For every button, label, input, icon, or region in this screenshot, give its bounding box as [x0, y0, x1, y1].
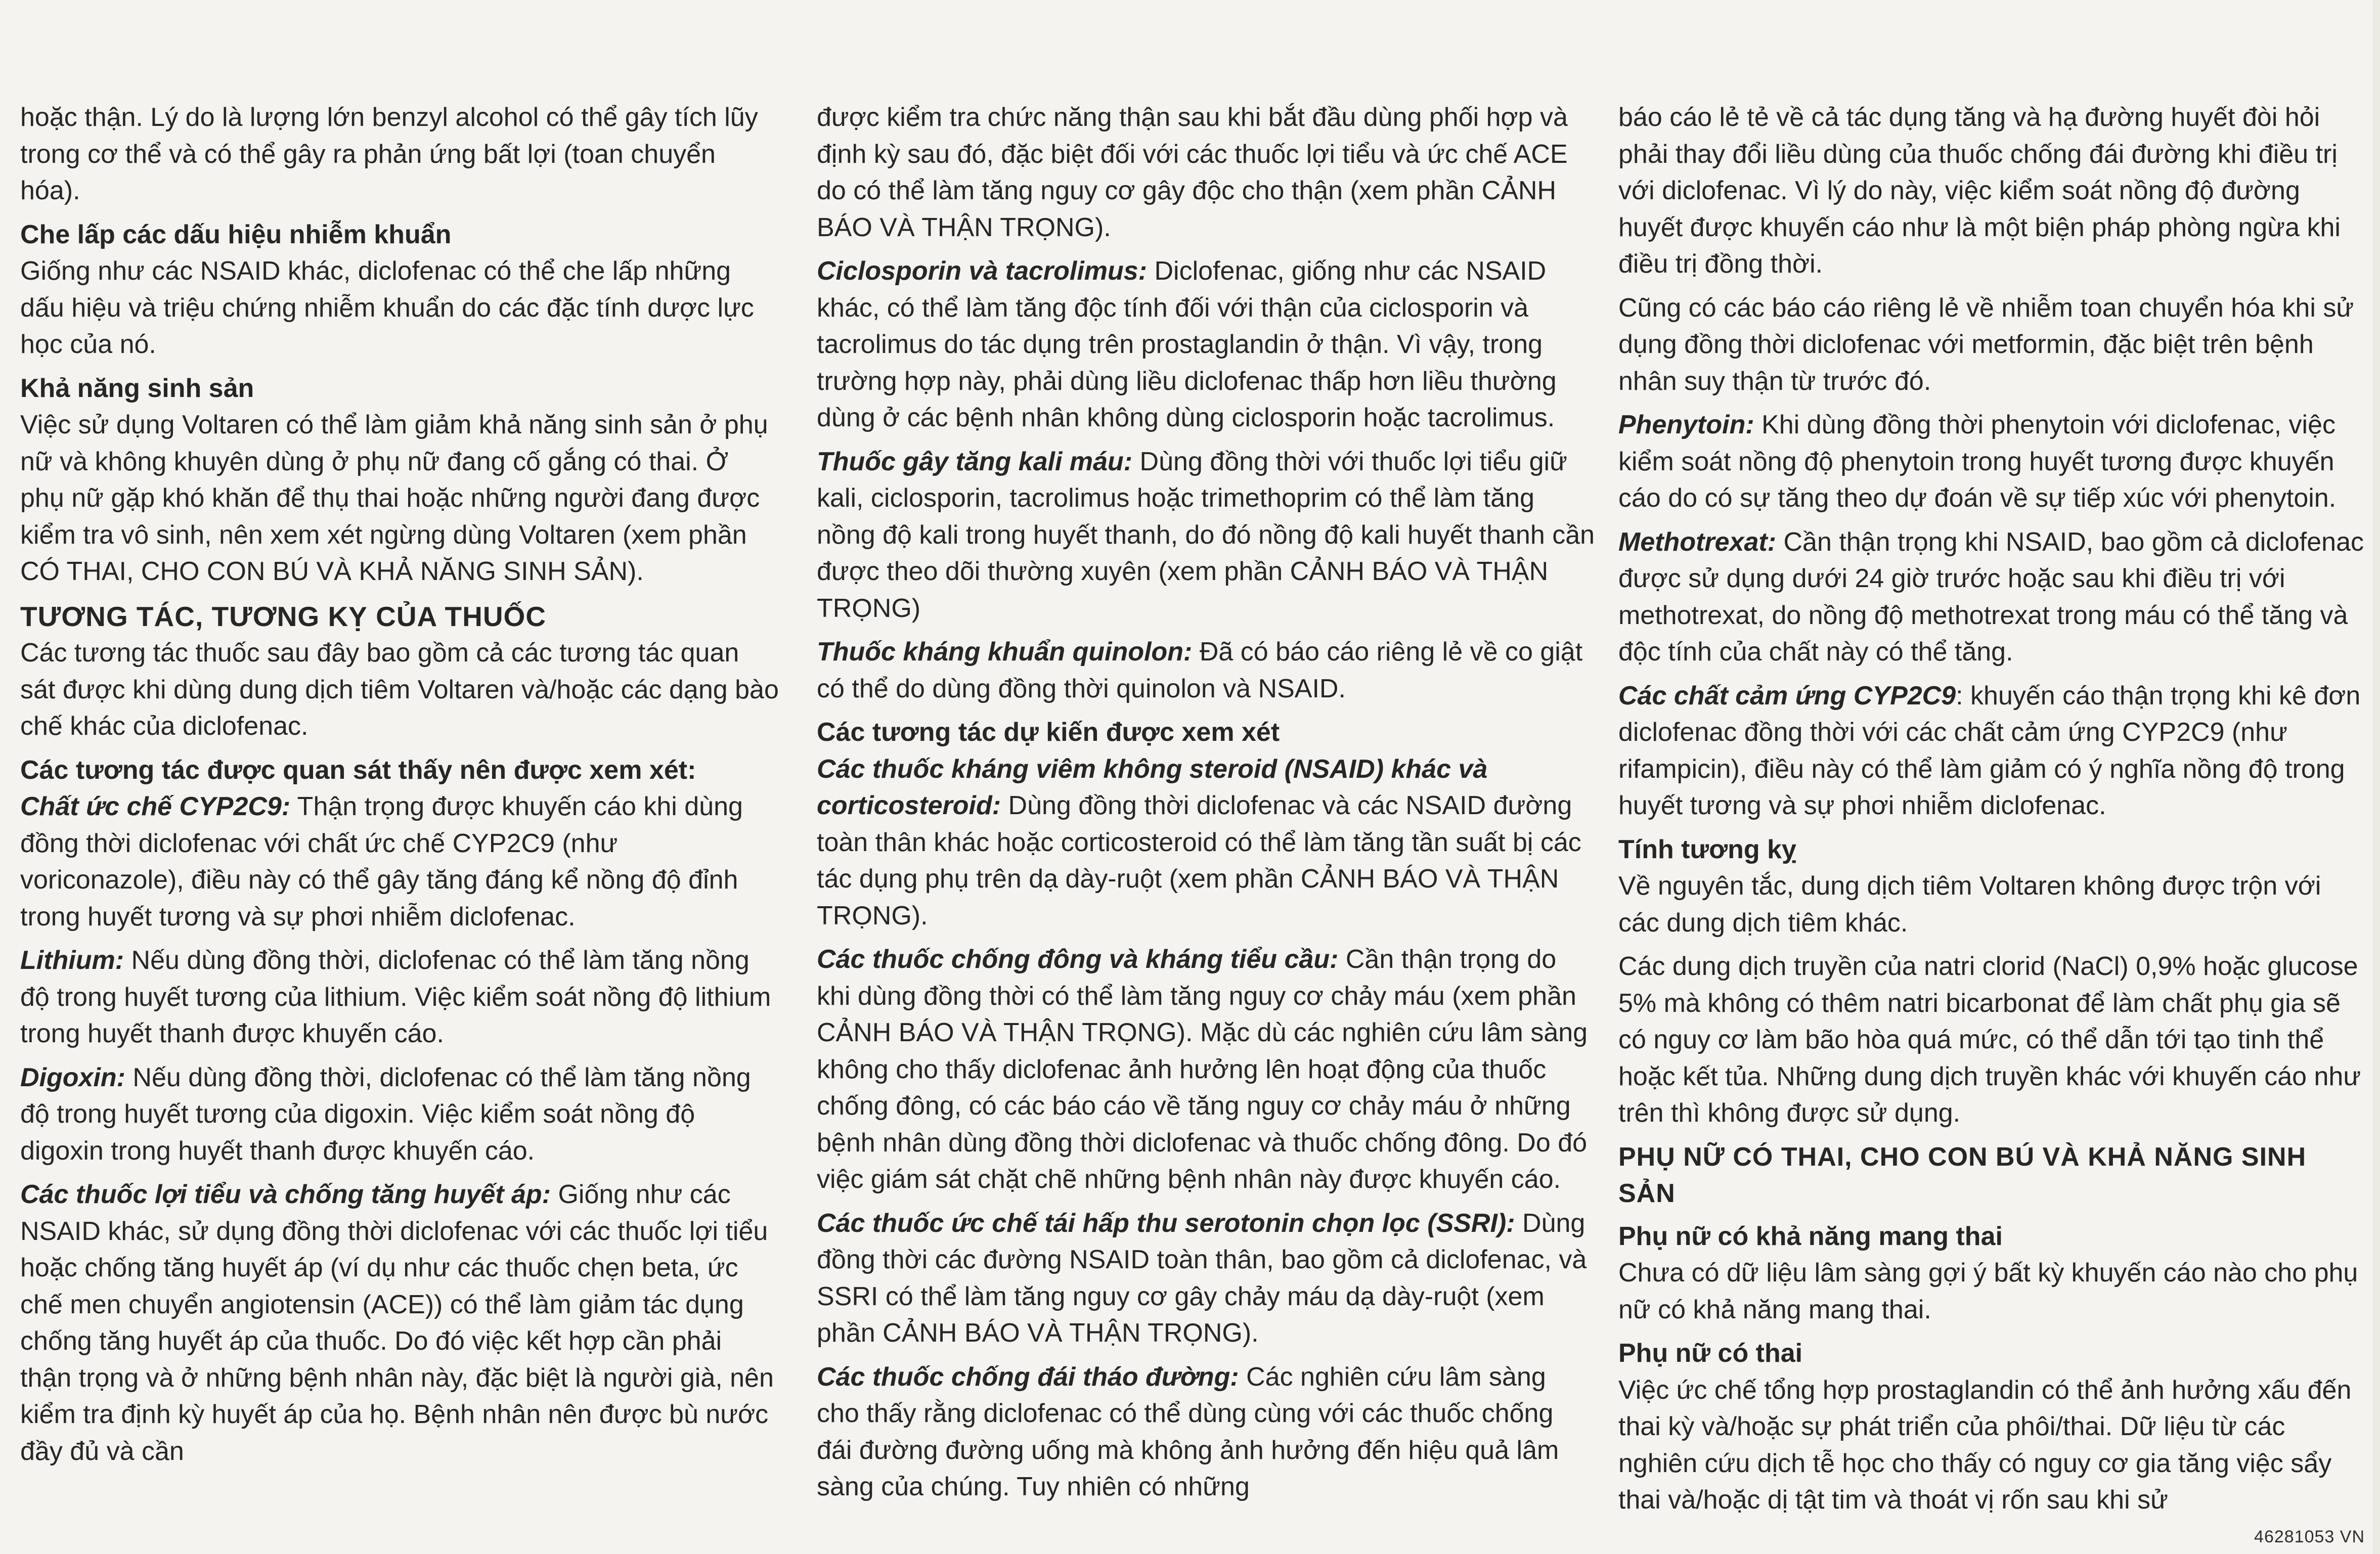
paragraph-text: Giống như các NSAID khác, sử dụng đồng thời diclofenac với các thuốc lợi tiểu hoặc chống tăng huyết áp (ví dụ như các thuốc chẹn beta, ức chế men chuyển angiotensin (ACE)) có thể làm giảm tác dụng chống tăng huyết áp của thuốc. Do đó việc kết hợp cần phải thận trọng và ở những bệnh nhân này, đặc biệt là người già, nên kiểm tra định kỳ huyết áp của họ. Bệnh nhân nên được bù nước đầy đủ và cần	[20, 1180, 774, 1466]
paragraph	[1618, 678, 2367, 824]
subsection-heading: Khả năng sinh sản	[20, 373, 254, 403]
paragraph	[20, 99, 779, 209]
subsection-heading: Phụ nữ có thai	[1618, 1339, 1803, 1368]
paragraph-text: Dùng đồng thời các đường NSAID toàn thân, bao gồm cả diclofenac, và SSRI có thể làm tăng nguy cơ gây chảy máu dạ dày-ruột (xem phần CẢNH BÁO VÀ THẬN TRỌNG).	[817, 1208, 1587, 1348]
paragraph	[20, 635, 779, 745]
paragraph	[817, 1359, 1596, 1505]
paragraph-text: Cũng có các báo cáo riêng lẻ về nhiễm toan chuyển hóa khi sử dụng đồng thời diclofenac với metformin, đặc biệt trên bệnh nhân suy thận từ trước đó.	[1618, 293, 2354, 396]
paragraph-text: Cần thận trọng do khi dùng đồng thời có thể làm tăng nguy cơ chảy máu (xem phần CẢNH BÁO VÀ THẬN TRỌNG). Mặc dù các nghiên cứu lâm sàng không cho thấy diclofenac ảnh hưởng lên hoạt động của thuốc chống đông, có các báo cáo về tăng nguy cơ chảy máu ở những bệnh nhân dùng đồng thời diclofenac và thuốc chống đông. Do đó việc giám sát chặt chẽ những bệnh nhân này được khuyến cáo.	[817, 945, 1588, 1194]
drug-label: Các thuốc lợi tiểu và chống tăng huyết áp:	[20, 1180, 551, 1209]
paragraph-text: Dùng đồng thời diclofenac và các NSAID đường toàn thân khác hoặc corticosteroid có thể làm tăng tần suất bị các tác dụng phụ trên dạ dày-ruột (xem phần CẢNH BÁO VÀ THẬN TRỌNG).	[817, 791, 1581, 930]
subsection-heading: Tính tương kỵ	[1618, 834, 1796, 864]
column-2	[817, 99, 1596, 1514]
paragraph-text: Thận trọng được khuyến cáo khi dùng đồng thời diclofenac với chất ức chế CYP2C9 (như voriconazole), điều này có thể gây tăng đáng kể nồng độ đỉnh trong huyết tương và sự phơi nhiễm diclofenac.	[20, 792, 743, 931]
drug-label: Thuốc gây tăng kali máu:	[817, 447, 1133, 476]
paragraph	[817, 253, 1596, 436]
paragraph-text: hoặc thận. Lý do là lượng lớn benzyl alcohol có thể gây tích lũy trong cơ thể và có thể gây ra phản ứng bất lợi (toan chuyển hóa).	[20, 103, 758, 205]
drug-label: Methotrexat:	[1618, 527, 1777, 557]
paragraph-text: Dùng đồng thời với thuốc lợi tiểu giữ kali, ciclosporin, tacrolimus hoặc trimethoprim có thể làm tăng nồng độ kali trong huyết thanh, do đó nồng độ kali huyết thanh cần được theo dõi thường xuyên (xem phần CẢNH BÁO VÀ THẬN TRỌNG)	[817, 447, 1595, 623]
subsection-heading: Các tương tác được quan sát thấy nên được xem xét:	[20, 755, 696, 785]
paragraph	[817, 634, 1596, 707]
paragraph-text: Diclofenac, giống như các NSAID khác, có thể làm tăng độc tính đối với thận của ciclosporin và tacrolimus do tác dụng trên prostaglandin ở thận. Vì vậy, trong trường hợp này, phải dùng liều diclofenac thấp hơn liều thường dùng ở các bệnh nhân không dùng ciclosporin hoặc tacrolimus.	[817, 256, 1557, 432]
paragraph	[1618, 99, 2367, 283]
drug-label: Các thuốc kháng viêm không steroid (NSAID) khác và corticosteroid:	[817, 754, 1488, 820]
paragraph	[20, 253, 779, 363]
paragraph-text: Về nguyên tắc, dung dịch tiêm Voltaren không được trộn với các dung dịch tiêm khác.	[1618, 871, 2321, 938]
paragraph-text: Các dung dịch truyền của natri clorid (NaCl) 0,9% hoặc glucose 5% mà không có thêm natri bicarbonat để làm chất phụ gia sẽ có nguy cơ làm bão hòa quá mức, có thể dẫn tới tạo tinh thể hoặc kết tủa. Những dung dịch truyền khác với khuyến cáo như trên thì không được sử dụng.	[1618, 952, 2361, 1128]
paragraph	[20, 942, 779, 1052]
paragraph-text: Khi dùng đồng thời phenytoin với diclofenac, việc kiểm soát nồng độ phenytoin trong huyết tương được khuyến cáo do có sự tăng theo dự đoán về sự tiếp xúc với phenytoin.	[1618, 410, 2337, 513]
drug-label: Ciclosporin và tacrolimus:	[817, 256, 1148, 286]
drug-label: Các thuốc chống đông và kháng tiểu cầu:	[817, 945, 1339, 974]
paragraph	[1618, 1372, 2367, 1514]
subsection-heading: Che lấp các dấu hiệu nhiễm khuẩn	[20, 219, 452, 249]
paragraph	[817, 443, 1596, 627]
paragraph-text: được kiểm tra chức năng thận sau khi bắt đầu dùng phối hợp và định kỳ sau đó, đặc biệt đối với các thuốc lợi tiểu và ức chế ACE do có thể làm tăng nguy cơ gây độc cho thận (xem phần CẢNH BÁO VÀ THẬN TRỌNG).	[817, 103, 1568, 242]
paragraph-text: Các tương tác thuốc sau đây bao gồm cả các tương tác quan sát được khi dùng dung dịch tiêm Voltaren và/hoặc các dạng bào chế khác của diclofenac.	[20, 638, 779, 741]
drug-label: Chất ức chế CYP2C9:	[20, 792, 291, 821]
paragraph	[20, 788, 779, 935]
document-code: 46281053 VN	[2254, 1527, 2365, 1546]
subsection-heading: Các tương tác dự kiến được xem xét	[817, 718, 1280, 747]
drug-label: Thuốc kháng khuẩn quinolon:	[817, 637, 1193, 667]
paragraph-text: : khuyến cáo thận trọng khi kê đơn diclofenac đồng thời với các chất cảm ứng CYP2C9 (như rifampicin), điều này có thể làm giảm có ý nghĩa nồng độ trong huyết tương và sự phơi nhiễm diclofenac.	[1618, 681, 2361, 820]
paragraph-text: Việc sử dụng Voltaren có thể làm giảm khả năng sinh sản ở phụ nữ và không khuyên dùng ở phụ nữ đang cố gắng có thai. Ở phụ nữ gặp khó khăn để thụ thai hoặc những người đang được kiểm tra vô sinh, nên xem xét ngừng dùng Voltaren (xem phần CÓ THAI, CHO CON BÚ VÀ KHẢ NĂNG SINH SẢN).	[20, 410, 768, 586]
paragraph	[20, 1059, 779, 1170]
drug-label: Các chất cảm ứng CYP2C9	[1618, 681, 1956, 711]
paragraph-text: Chưa có dữ liệu lâm sàng gợi ý bất kỳ khuyến cáo nào cho phụ nữ có khả năng mang thai.	[1618, 1258, 2358, 1324]
paragraph-text: báo cáo lẻ tẻ về cả tác dụng tăng và hạ đường huyết đòi hỏi phải thay đổi liều dùng của thuốc chống đái đường khi điều trị với diclofenac. Vì lý do này, việc kiểm soát nồng độ đường huyết được khuyến cáo như là một biện pháp phòng ngừa khi điều trị đồng thời.	[1618, 103, 2341, 279]
paragraph-text: Đã có báo cáo riêng lẻ về co giật có thể do dùng đồng thời quinolon và NSAID.	[817, 637, 1583, 703]
paragraph	[1618, 407, 2367, 517]
section-heading: TƯƠNG TÁC, TƯƠNG KỴ CỦA THUỐC	[20, 600, 547, 632]
drug-label: Lithium:	[20, 946, 124, 975]
paragraph-text: Nếu dùng đồng thời, diclofenac có thể làm tăng nồng độ trong huyết tương của digoxin. Việc kiểm soát nồng độ digoxin trong huyết thanh được khuyến cáo.	[20, 1062, 751, 1166]
paragraph-text: Các nghiên cứu lâm sàng cho thấy rằng diclofenac có thể dùng cùng với các thuốc chống đái đường đường uống mà không ảnh hưởng đến hiệu quả lâm sàng của chúng. Tuy nhiên có những	[817, 1362, 1559, 1501]
section-heading: PHỤ NỮ CÓ THAI, CHO CON BÚ VÀ KHẢ NĂNG SINH SẢN	[1618, 1142, 2307, 1208]
paragraph	[817, 99, 1596, 246]
paragraph-text: Nếu dùng đồng thời, diclofenac có thể làm tăng nồng độ trong huyết tương của lithium. Việc kiểm soát nồng độ lithium trong huyết thanh được khuyến cáo.	[20, 946, 771, 1048]
drug-label: Phenytoin:	[1618, 410, 1754, 439]
drug-label: Các thuốc chống đái tháo đường:	[817, 1362, 1239, 1392]
column-3	[1618, 99, 2367, 1514]
paragraph-text: Cần thận trọng khi NSAID, bao gồm cả diclofenac được sử dụng dưới 24 giờ trước hoặc sau khi điều trị với methotrexat, do nồng độ methotrexat trong máu có thể tăng và độc tính của chất này có thể tăng.	[1618, 527, 2364, 667]
paragraph	[817, 751, 1596, 935]
drug-label: Các thuốc ức chế tái hấp thu serotonin chọn lọc (SSRI):	[817, 1208, 1515, 1238]
page-edge	[2373, 0, 2380, 1554]
paragraph	[1618, 524, 2367, 671]
paragraph	[1618, 290, 2367, 400]
paragraph-text: Giống như các NSAID khác, diclofenac có thể che lấp những dấu hiệu và triệu chứng nhiễm khuẩn do các đặc tính dược lực học của nó.	[20, 256, 754, 359]
paragraph	[817, 1205, 1596, 1352]
paragraph	[1618, 1255, 2367, 1328]
paragraph	[1618, 948, 2367, 1132]
paragraph	[1618, 868, 2367, 941]
paragraph	[20, 1176, 779, 1470]
subsection-heading: Phụ nữ có khả năng mang thai	[1618, 1221, 2003, 1251]
paragraph	[20, 407, 779, 590]
paragraph-text: Việc ức chế tổng hợp prostaglandin có thể ảnh hưởng xấu đến thai kỳ và/hoặc sự phát triển của phôi/thai. Dữ liệu từ các nghiên cứu dịch tễ học cho thấy có nguy cơ gia tăng việc sẩy thai và/hoặc dị tật tim và thoát vị rốn sau khi sử	[1618, 1375, 2352, 1514]
drug-label: Digoxin:	[20, 1062, 125, 1092]
column-1	[20, 99, 779, 1514]
paragraph	[817, 941, 1596, 1198]
